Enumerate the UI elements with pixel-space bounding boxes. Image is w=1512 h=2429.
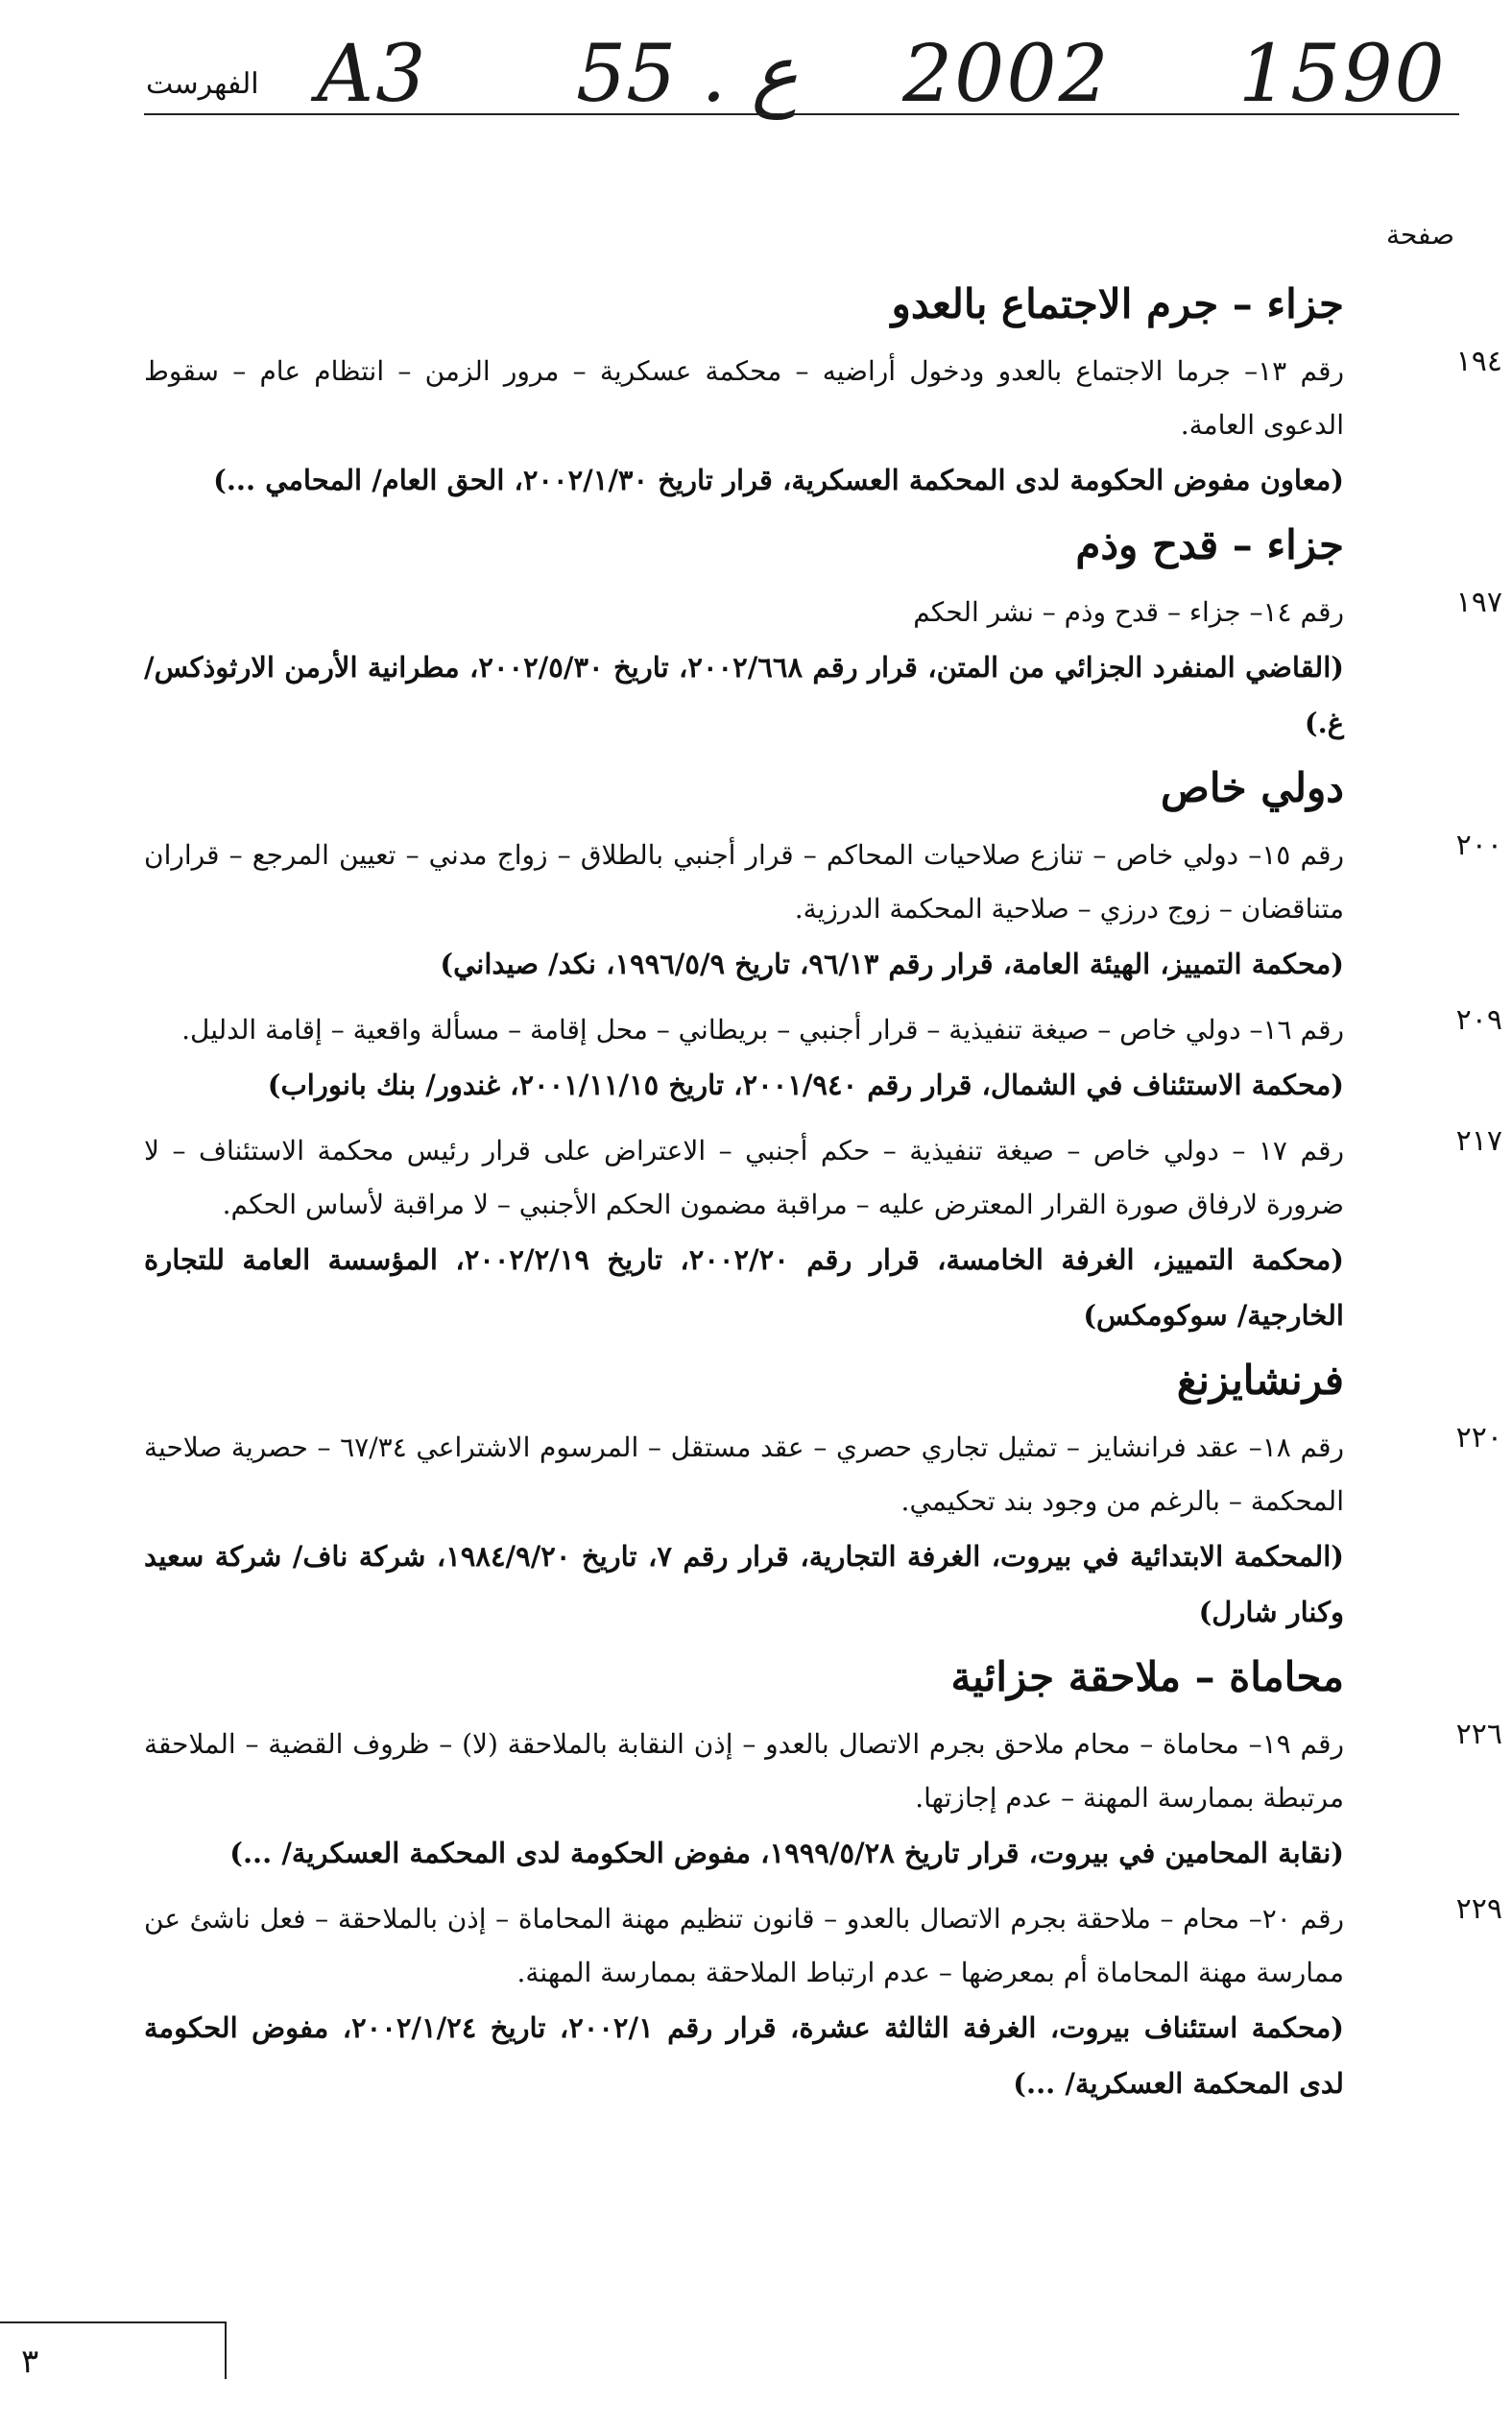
index-entry [144, 1892, 1502, 2111]
entry-citation: (المحكمة الابتدائية في بيروت، الغرفة التجارية، قرار رقم ٧، تاريخ ١٩٨٤/٩/٢٠، شركة ناف/ شركة سعيد وكنار شارل) [144, 1540, 1344, 1628]
index-entry [144, 586, 1502, 751]
section-title: دولي خاص [1161, 764, 1344, 811]
entry-citation: (محكمة الاستئناف في الشمال، قرار رقم ٢٠٠١/٩٤٠، تاريخ ٢٠٠١/١١/١٥، غندور/ بنك بانوراب) [267, 1069, 1344, 1101]
entry-citation: (نقابة المحامين في بيروت، قرار تاريخ ١٩٩٩/٥/٢٨، مفوض الحكومة لدى المحكمة العسكرية/ ...) [229, 1837, 1344, 1869]
entry-description: رقم ١٧ – دولي خاص – صيغة تنفيذية – حكم أجنبي – الاعتراض على قرار رئيس محكمة الاستئناف – لا ضرورة لارفاق صورة القرار المعترض عليه – مراقبة مضمون الحكم الأجنبي – لا مراقبة لأساس الحكم. [144, 1135, 1344, 1220]
section [144, 280, 1502, 508]
index-entry [144, 1003, 1502, 1113]
index-entry [144, 1421, 1502, 1640]
section [144, 1653, 1502, 2111]
entry-citation: (معاون مفوض الحكومة لدى المحكمة العسكرية، قرار تاريخ ٢٠٠٢/١/٣٠، الحق العام/ المحامي ...) [213, 464, 1344, 496]
index-entry [144, 1124, 1502, 1343]
handwritten-number: 1590 [1238, 29, 1447, 120]
section-title: فرنشايزنغ [1176, 1357, 1344, 1404]
section [144, 764, 1502, 1343]
footer-page-number: ٣ [21, 2343, 39, 2381]
handwritten-ref: 55 . ع [576, 29, 799, 120]
header-rule [144, 113, 1459, 115]
entry-citation: (القاضي المنفرد الجزائي من المتن، قرار رقم ٢٠٠٢/٦٦٨، تاريخ ٢٠٠٢/٥/٣٠، مطرانية الأرمن الارثوذكس/ غ.) [144, 651, 1344, 739]
section-title: جزاء – قدح وذم [1075, 521, 1344, 568]
entry-description: رقم ١٨– عقد فرانشايز – تمثيل تجاري حصري – عقد مستقل – المرسوم الاشتراعي ٦٧/٣٤ – حصرية صلاحية المحكمة – بالرغم من وجود بند تحكيمي. [144, 1431, 1345, 1517]
entry-page-number: ١٩٧ [1455, 586, 1502, 619]
index-entry [144, 345, 1502, 508]
entry-page-number: ٢١٧ [1455, 1124, 1502, 1158]
entry-page-number: ٢٢٦ [1455, 1718, 1502, 1751]
entry-description: رقم ١٩– محاماة – محام ملاحق بجرم الاتصال بالعدو – إذن النقابة بالملاحقة (لا) – ظروف القضية – الملاحقة مرتبطة بممارسة المهنة – عدم إجازتها. [144, 1728, 1344, 1814]
handwritten-code: A3 [317, 29, 428, 120]
entry-page-number: ٢٢٩ [1455, 1892, 1502, 1926]
index-entry [144, 1718, 1502, 1881]
section-title: محاماة – ملاحقة جزائية [950, 1653, 1344, 1700]
handwritten-year: 2002 [902, 29, 1111, 120]
entry-citation: (محكمة التمييز، الهيئة العامة، قرار رقم ٩٦/١٣، تاريخ ١٩٩٦/٥/٩، نكد/ صيداني) [440, 948, 1344, 980]
page-column-label: صفحة [1385, 219, 1454, 251]
index-header-label: الفهرست [146, 67, 259, 101]
entry-page-number: ١٩٤ [1455, 345, 1502, 378]
entry-description: رقم ٢٠– محام – ملاحقة بجرم الاتصال بالعدو – قانون تنظيم مهنة المحاماة – إذن بالملاحقة – فعل ناشئ عن ممارسة مهنة المحاماة أم بمعرضها – عدم ارتباط الملاحقة بممارسة المهنة. [144, 1903, 1344, 1988]
index-entry [144, 829, 1502, 992]
entry-description: رقم ١٣– جرما الاجتماع بالعدو ودخول أراضيه – محكمة عسكرية – مرور الزمن – انتظام عام – سقوط الدعوى العامة. [144, 355, 1344, 441]
entry-citation: (محكمة استئناف بيروت، الغرفة الثالثة عشرة، قرار رقم ٢٠٠٢/١، تاريخ ٢٠٠٢/١/٢٤، مفوض الحكومة لدى المحكمة العسكرية/ ...) [144, 2011, 1344, 2100]
entry-page-number: ٢٠٠ [1455, 829, 1502, 862]
entry-page-number: ٢٠٩ [1455, 1003, 1502, 1037]
entry-description: رقم ١٥– دولي خاص – تنازع صلاحيات المحاكم – قرار أجنبي بالطلاق – زواج مدني – تعيين المرجع – قراران متناقضان – زوج درزي – صلاحية المحكمة الدرزية. [144, 839, 1344, 925]
entry-description: رقم ١٤– جزاء – قدح وذم – نشر الحكم [913, 596, 1344, 628]
index-content [144, 267, 1502, 2123]
section [144, 521, 1502, 751]
section-title: جزاء – جرم الاجتماع بالعدو [891, 280, 1344, 327]
entry-citation: (محكمة التمييز، الغرفة الخامسة، قرار رقم ٢٠٠٢/٢٠، تاريخ ٢٠٠٢/٢/١٩، المؤسسة العامة للتجارة الخارجية/ سوكومكس) [144, 1243, 1344, 1332]
entry-description: رقم ١٦– دولي خاص – صيغة تنفيذية – قرار أجنبي – بريطاني – محل إقامة – مسألة واقعية – إقامة الدليل. [181, 1014, 1344, 1046]
section [144, 1357, 1502, 1640]
entry-page-number: ٢٢٠ [1455, 1421, 1502, 1455]
